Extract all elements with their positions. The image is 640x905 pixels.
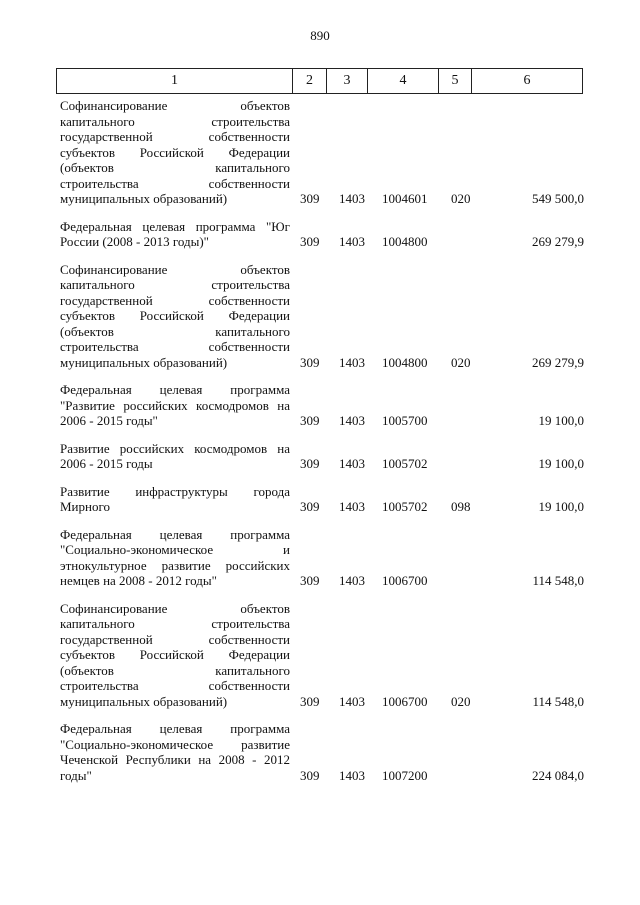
section-code: 1403 (339, 499, 365, 514)
amount: 114 548,0 (532, 573, 584, 588)
column-header-row (56, 68, 583, 94)
target-article: 1004800 (382, 354, 428, 370)
ministry-code: 309 (300, 234, 320, 249)
item-name-line: годы" (60, 767, 92, 783)
target-article: 1004800 (382, 234, 428, 249)
section-code: 1403 (339, 234, 365, 249)
column-header-1: 1 (57, 69, 293, 94)
item-name (60, 98, 290, 207)
ministry-code: 309 (300, 693, 320, 709)
section-code: 1403 (339, 693, 365, 709)
item-name-line: государственной собственности (60, 129, 290, 144)
amount: 224 084,0 (532, 767, 584, 783)
page-number: 890 (310, 28, 330, 43)
item-name-line: России (2008 - 2013 годы)" (60, 234, 209, 249)
ministry-code: 309 (300, 573, 320, 588)
table-row (0, 601, 640, 710)
item-name-line: "Развитие российских космодромов на (60, 397, 290, 413)
table-row (0, 219, 640, 250)
item-name-line: Федеральная целевая программа "Юг (60, 218, 290, 234)
target-article: 1006700 (382, 573, 428, 588)
section-code: 1403 (339, 413, 365, 428)
item-name (60, 721, 290, 783)
table-row (0, 98, 640, 207)
item-name-line: 2006 - 2015 годы" (60, 413, 158, 428)
column-header-2: 2 (293, 69, 327, 94)
item-name-line: строительства собственности (60, 678, 290, 693)
item-name-line: Развитие инфраструктуры города (60, 483, 290, 499)
amount: 269 279,9 (532, 354, 584, 370)
item-name-line: государственной собственности (60, 631, 290, 647)
item-name-line: немцев на 2008 - 2012 годы" (60, 573, 217, 588)
item-name-line: (объектов капитального (60, 160, 290, 175)
item-name-line: (объектов капитального (60, 662, 290, 678)
amount: 549 500,0 (532, 191, 584, 206)
item-name-line: Чеченской Республики на 2008 - 2012 (60, 752, 290, 767)
ministry-code: 309 (300, 413, 320, 428)
item-name-line: строительства собственности (60, 175, 290, 191)
item-name (60, 441, 290, 472)
item-name-line: Федеральная целевая программа (60, 382, 290, 397)
item-name-line: государственной собственности (60, 292, 290, 308)
item-name-line: "Социально-экономическое развитие (60, 736, 290, 752)
item-name-line: Развитие российских космодромов на (60, 440, 290, 456)
column-header-6: 6 (472, 69, 583, 94)
item-name-line: муниципальных образований) (60, 693, 228, 709)
expense-type: 020 (451, 354, 471, 370)
item-name-line: Софинансирование объектов (60, 261, 290, 277)
table-row (0, 441, 640, 472)
table-row (0, 527, 640, 589)
item-name (60, 601, 290, 710)
item-name (60, 382, 290, 429)
ministry-code: 309 (300, 456, 320, 471)
table-row (0, 721, 640, 783)
item-name-line: капитального строительства (60, 113, 290, 129)
ministry-code: 309 (300, 499, 320, 514)
section-code: 1403 (339, 573, 365, 588)
item-name (60, 484, 290, 515)
amount: 19 100,0 (538, 456, 584, 471)
target-article: 1005700 (382, 413, 428, 428)
expense-type: 098 (451, 499, 471, 514)
expense-type: 020 (451, 191, 471, 206)
item-name (60, 527, 290, 589)
target-article: 1005702 (382, 499, 428, 514)
item-name-line: Софинансирование объектов (60, 98, 290, 113)
item-name-line: 2006 - 2015 годы (60, 456, 153, 471)
section-code: 1403 (339, 767, 365, 783)
item-name-line: строительства собственности (60, 339, 290, 354)
ministry-code: 309 (300, 191, 320, 206)
item-name-line: субъектов Российской Федерации (60, 647, 290, 662)
section-code: 1403 (339, 191, 365, 206)
item-name-line: субъектов Российской Федерации (60, 308, 290, 323)
item-name-line: (объектов капитального (60, 323, 290, 339)
item-name-line: этнокультурное развитие российских (60, 557, 290, 573)
item-name-line: Федеральная целевая программа (60, 526, 290, 542)
table-row (0, 484, 640, 515)
target-article: 1005702 (382, 456, 428, 471)
amount: 114 548,0 (532, 693, 584, 709)
budget-table-body (0, 98, 640, 795)
item-name-line: Федеральная целевая программа (60, 721, 290, 736)
expense-type: 020 (451, 693, 471, 709)
item-name-line: субъектов Российской Федерации (60, 144, 290, 160)
item-name-line: муниципальных образований) (60, 354, 228, 370)
table-row (0, 382, 640, 429)
target-article: 1006700 (382, 693, 428, 709)
item-name (60, 262, 290, 371)
item-name-line: муниципальных образований) (60, 191, 228, 206)
column-header-5: 5 (439, 69, 472, 94)
item-name-line: капитального строительства (60, 277, 290, 292)
target-article: 1007200 (382, 767, 428, 783)
column-header-4: 4 (368, 69, 439, 94)
ministry-code: 309 (300, 354, 320, 370)
amount: 269 279,9 (532, 234, 584, 249)
column-header-3: 3 (327, 69, 368, 94)
amount: 19 100,0 (538, 499, 584, 514)
ministry-code: 309 (300, 767, 320, 783)
target-article: 1004601 (382, 191, 428, 206)
amount: 19 100,0 (538, 413, 584, 428)
section-code: 1403 (339, 354, 365, 370)
item-name-line: Софинансирование объектов (60, 600, 290, 616)
item-name (60, 219, 290, 250)
table-row (0, 262, 640, 371)
item-name-line: Мирного (60, 499, 110, 514)
section-code: 1403 (339, 456, 365, 471)
item-name-line: "Социально-экономическое и (60, 542, 290, 557)
item-name-line: капитального строительства (60, 616, 290, 631)
